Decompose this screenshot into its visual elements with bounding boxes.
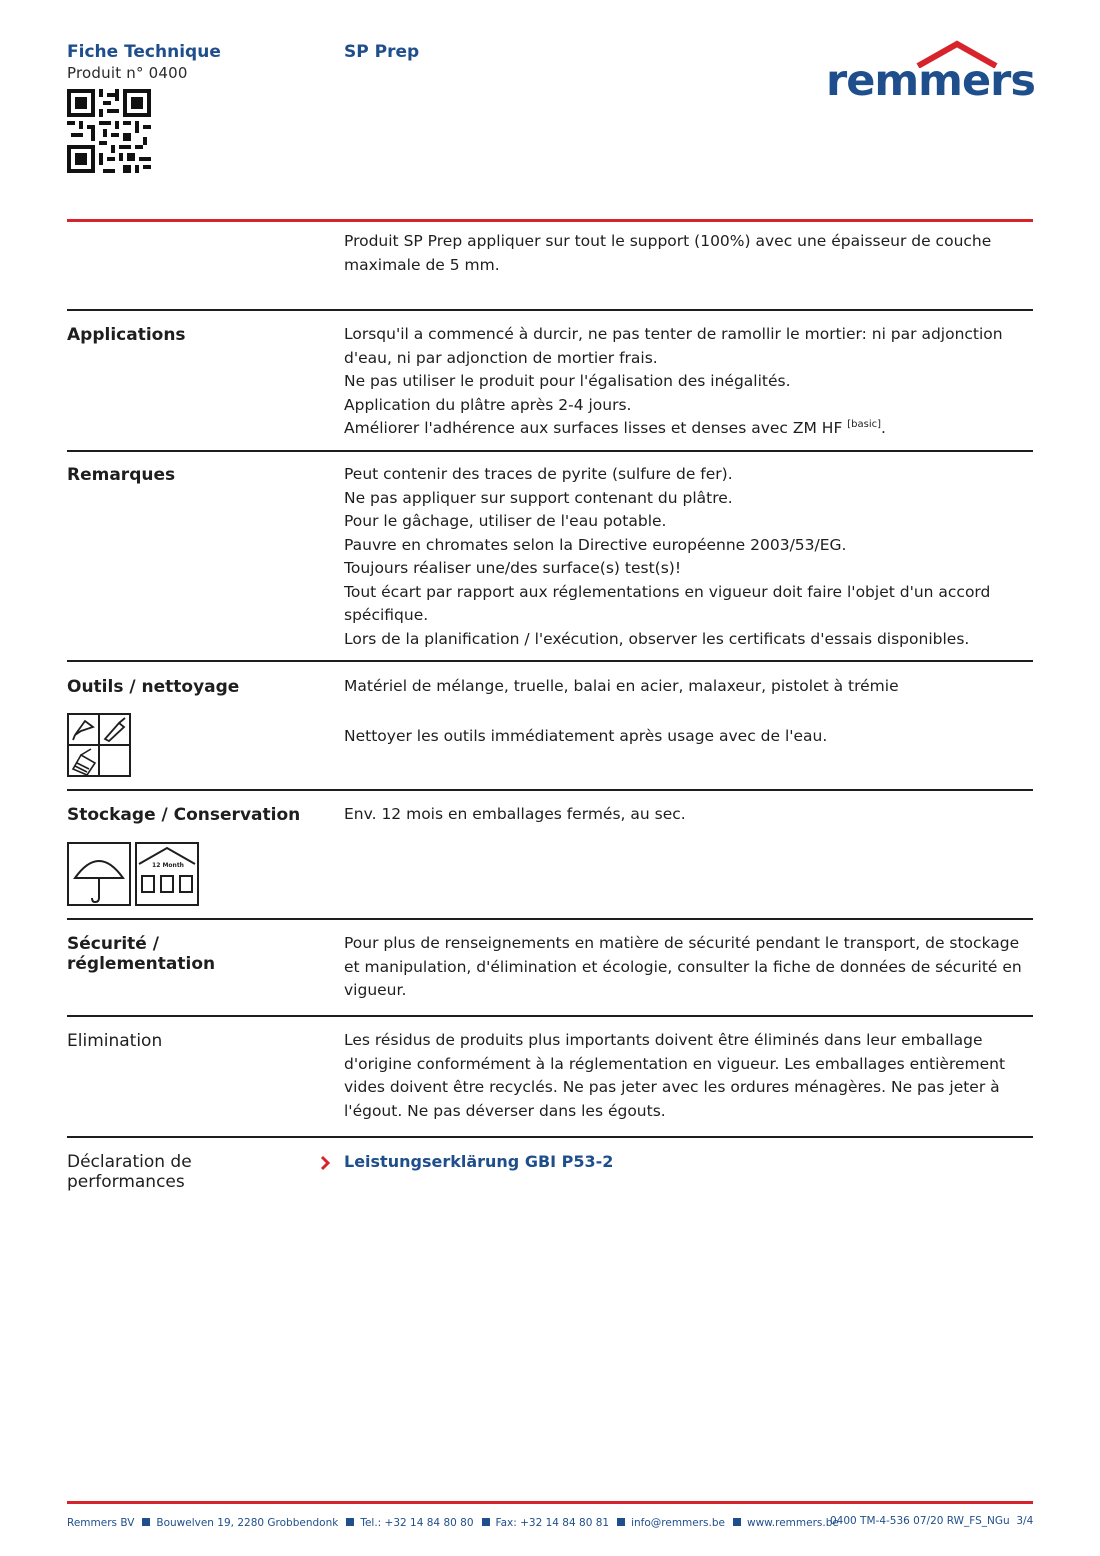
footer-doc-info [830,1515,1033,1527]
section-divider [67,789,1033,791]
securite-label [67,934,215,974]
text-line: Lors de la planification / l'exécution, observer les certificats d'essais disponibles. [344,629,970,648]
logo-text: remmers [826,56,1035,106]
text-line: Pauvre en chromates selon la Directive européenne 2003/53/EG. [344,535,847,554]
bullet-square-icon [733,1518,741,1526]
elimination-text: Les résidus de produits plus importants doivent être éliminés dans leur emballage d'origine conformément à la réglementation en vigueur. Les emballages entièrement vides doivent être recyclés. Ne pas jeter avec les ordures ménagères. Ne pas jeter à l'égout. Ne pas déverser dans les égouts. [344,1031,1006,1120]
remarques-text [344,463,1034,651]
section-divider [67,309,1033,311]
applications-label: Applications [67,325,186,345]
remarques-label: Remarques [67,465,176,485]
page-number: 3/4 [1016,1515,1034,1527]
footer-fax: Fax: +32 14 84 80 81 [495,1517,610,1529]
outils-tools-text: Matériel de mélange, truelle, balai en acier, malaxeur, pistolet à trémie [344,677,899,695]
label-line: Déclaration de [67,1152,192,1172]
intro-line: Produit SP Prep appliquer sur tout le support (100%) avec une épaisseur de couche maximale de 5 mm. [344,232,992,274]
bullet-square-icon [142,1518,150,1526]
storage-12-month-icon [135,842,199,906]
footer-web[interactable]: www.remmers.be [746,1517,839,1529]
qr-code-icon[interactable] [67,89,151,173]
label-line: Sécurité / [67,934,159,954]
footer-company: Remmers BV [67,1517,135,1529]
declaration-link[interactable]: Leistungserklärung GBI P53-2 [344,1152,614,1171]
footer-doc-ref: 0400 TM-4-536 07/20 RW_FS_NGu [830,1515,1010,1527]
securite-text: Pour plus de renseignements en matière de sécurité pendant le transport, de stockage et manipulation, d'élimination et écologie, consulter la fiche de données de sécurité en vigueur. [344,934,1022,999]
bullet-square-icon [617,1518,625,1526]
footer-divider [67,1501,1033,1504]
bullet-square-icon [482,1518,490,1526]
footer-address: Bouwelven 19, 2280 Grobbendonk [156,1517,339,1529]
text-line [344,417,1034,441]
stockage-label: Stockage / Conservation [67,805,301,825]
text-line: Tout écart par rapport aux réglementations en vigueur doit faire l'objet d'un accord spécifique. [344,582,991,624]
superscript-note: [basic] [847,419,882,430]
remmers-logo[interactable] [826,40,1035,110]
footer-tel: Tel.: +32 14 84 80 80 [360,1517,474,1529]
section-divider [67,450,1033,452]
outils-cleaning-text: Nettoyer les outils immédiatement après usage avec de l'eau. [344,727,828,745]
bullet-square-icon [346,1518,354,1526]
text-line: Ne pas utiliser le produit pour l'égalisation des inégalités. [344,372,791,390]
text-line: Ne pas appliquer sur support contenant du plâtre. [344,488,733,507]
text-line: Pour le gâchage, utiliser de l'eau potable. [344,512,667,530]
section-divider [67,918,1033,920]
header-divider [67,219,1033,222]
label-line: performances [67,1172,185,1192]
elimination-label: Elimination [67,1031,163,1051]
text-line: Peut contenir des traces de pyrite (sulfure de fer). [344,465,733,483]
text-line: Application du plâtre après 2-4 jours. [344,395,632,414]
section-divider [67,1015,1033,1017]
document-type: Fiche Technique [67,42,221,62]
text-line: Toujours réaliser une/des surface(s) test(s)! [344,559,682,577]
section-divider [67,660,1033,662]
text-fragment: Améliorer l'adhérence aux surfaces lisses et denses avec ZM HF [344,419,848,437]
label-line: réglementation [67,954,216,974]
applications-text [344,323,1034,441]
stockage-text: Env. 12 mois en emballages fermés, au sec. [344,805,686,823]
outils-label: Outils / nettoyage [67,677,240,697]
umbrella-icon [67,842,131,906]
text-fragment: . [881,419,886,437]
product-name: SP Prep [344,42,420,62]
product-number: Produit n° 0400 [67,64,188,82]
text-line: Lorsqu'il a commencé à durcir, ne pas tenter de ramollir le mortier: ni par adjonction d'eau, ni par adjonction de mortier frais. [344,325,1003,367]
storage-month-label: 12 Month [152,862,184,869]
intro-text [344,230,1034,277]
tools-icon [67,713,131,777]
footer-email[interactable]: info@remmers.be [631,1517,725,1529]
declaration-label [67,1152,192,1192]
chevron-right-icon [318,1154,332,1172]
footer-contact [67,1517,839,1529]
section-divider [67,1136,1033,1138]
